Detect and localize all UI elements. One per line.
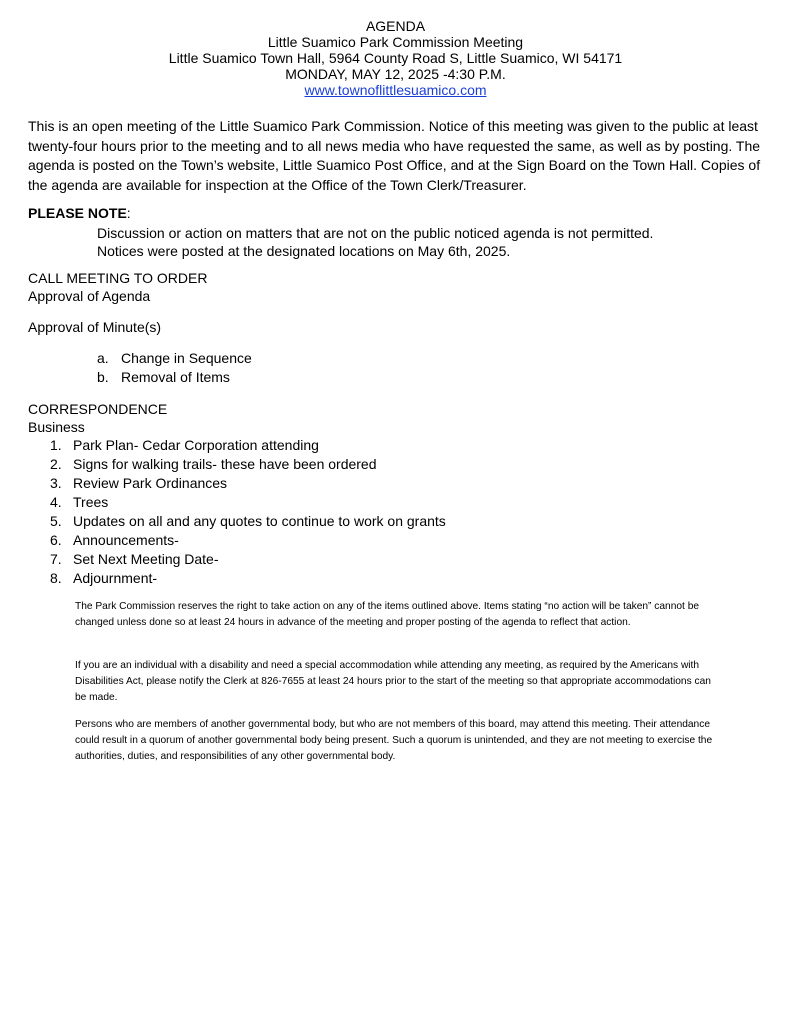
approval-of-minutes: Approval of Minute(s) — [28, 319, 162, 335]
business-heading: Business — [28, 419, 85, 435]
note-line: Discussion or action on matters that are not on the public noticed agenda is not permitted. — [97, 225, 654, 241]
list-item-text: Park Plan- Cedar Corporation attending — [73, 437, 319, 453]
approval-of-agenda: Approval of Agenda — [28, 288, 151, 304]
call-to-order-heading: CALL MEETING TO ORDER — [28, 270, 208, 286]
list-marker: a. — [97, 350, 109, 366]
list-item — [50, 550, 446, 569]
list-item-text: Announcements- — [73, 532, 179, 548]
please-note-heading — [28, 205, 131, 222]
list-item — [97, 349, 252, 368]
list-marker: 5. — [50, 513, 62, 529]
meeting-location: Little Suamico Town Hall, 5964 County Road S, Little Suamico, WI 54171 — [168, 50, 623, 66]
document-header — [0, 18, 791, 98]
list-item — [50, 569, 446, 588]
list-marker: 2. — [50, 456, 62, 472]
list-item — [50, 436, 446, 455]
list-item — [50, 474, 446, 493]
list-item-text: Removal of Items — [121, 369, 230, 385]
document-title: AGENDA — [365, 18, 426, 34]
list-item-text: Trees — [73, 494, 109, 510]
ada-accommodation-notice: If you are an individual with a disability and need a special accommodation while attending any meeting, as required by the Americans with Disabilities Act, please notify the Clerk at 826-7655 at least 24 hours prior to the start of the meeting so that appropriate accommodations can be made. — [75, 660, 711, 703]
list-item — [50, 512, 446, 531]
list-marker: 8. — [50, 570, 62, 586]
list-marker: 1. — [50, 437, 62, 453]
list-item-text: Updates on all and any quotes to continue to work on grants — [73, 513, 446, 529]
list-item — [50, 493, 446, 512]
please-note-lines — [97, 224, 653, 260]
list-item-text: Change in Sequence — [121, 350, 252, 366]
note-line: Notices were posted at the designated locations on May 6th, 2025. — [97, 243, 511, 259]
meeting-datetime: MONDAY, MAY 12, 2025 -4:30 P.M. — [285, 66, 506, 82]
list-item — [97, 368, 252, 387]
correspondence-heading: CORRESPONDENCE — [28, 401, 168, 417]
list-item — [50, 455, 446, 474]
list-marker: 7. — [50, 551, 62, 567]
list-marker: 4. — [50, 494, 62, 510]
list-item-text: Set Next Meeting Date- — [73, 551, 219, 567]
list-item-text: Review Park Ordinances — [73, 475, 228, 491]
open-meeting-notice: This is an open meeting of the Little Suamico Park Commission. Notice of this meeting was given to the public at least twenty-four hours prior to the meeting and to all news media who have requested the same, as well as by posting. The agenda is posted on the Town’s website, Little Suamico Post Office, and at the Sign Board on the Town Hall. Copies of the agenda are available for inspection at the Office of the Town Clerk/Treasurer. — [28, 118, 761, 193]
please-note-colon: : — [126, 205, 131, 221]
business-list — [50, 436, 446, 588]
minutes-sub-list — [97, 349, 252, 387]
quorum-notice: Persons who are members of another governmental body, but who are not members of this board, may attend this meeting. Their attendance could result in a quorum of another governmental body being present. Such a quorum is unintended, and they are not meeting to exercise the authorities, duties, and responsibilities of any other governmental body. — [75, 719, 713, 762]
list-item-text: Signs for walking trails- these have been ordered — [73, 456, 377, 472]
please-note-label: PLEASE NOTE — [28, 205, 127, 221]
list-item — [50, 531, 446, 550]
meeting-name: Little Suamico Park Commission Meeting — [267, 34, 524, 50]
list-marker: 6. — [50, 532, 62, 548]
list-item-text: Adjournment- — [73, 570, 158, 586]
list-marker: 3. — [50, 475, 62, 491]
list-marker: b. — [97, 369, 109, 385]
action-disclaimer: The Park Commission reserves the right to take action on any of the items outlined above. Items stating “no action will be taken” cannot be changed unless done so at least 24 hours in advance of the meeting and proper posting of the agenda to reflect that action. — [75, 601, 700, 628]
website-link[interactable]: www.townoflittlesuamico.com — [304, 82, 487, 98]
